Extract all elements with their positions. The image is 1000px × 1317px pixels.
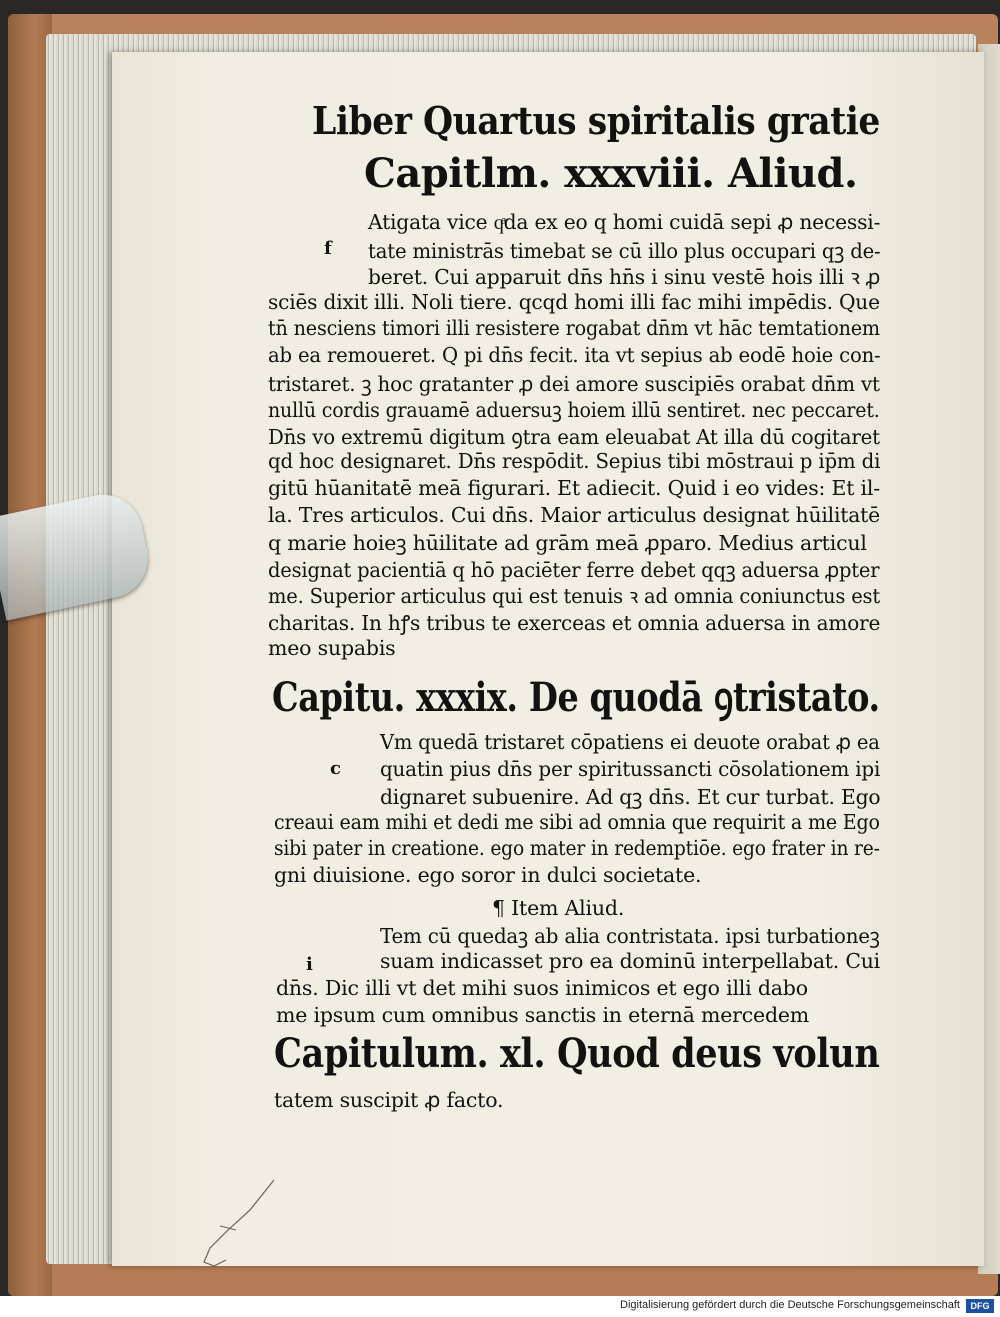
text-line: meo supabis [268,635,396,660]
text-line: gni diuisione. ego soror in dulci societate. [274,862,702,887]
dfg-logo: DFG [966,1299,994,1313]
text-line: tn̄ nesciens timori illi resistere rogabat dn̄m vt hāc temtationem [268,316,880,341]
item-initial-guide: i [306,954,313,975]
text-line: creaui eam mihi et dedi me sibi ad omnia que requirit a me Ego [274,809,880,834]
text-line: me. Superior articulus qui est tenuis ꝛ ad omnia coniunctus est [268,584,880,609]
footer-bar [0,1296,1000,1317]
text-line: tate ministrās timebat se cū illo plus occupari qꝫ de- [368,238,881,263]
text-line: dn̄s. Dic illi vt det mihi suos inimicos et ego illi dabo [276,976,808,1000]
chapter-38-initial-guide: f [324,238,332,259]
text-line: sibi pater in creatione. ego mater in redemptiōe. ego frater in re- [274,836,880,860]
text-line: Vm quedā tristaret cōpatiens ei deuote orabat ꝓ ea [380,730,880,754]
chapter-39-title: Capitu. xxxix. De quodā ꝯtristato. [272,674,880,721]
text-line: Tem cū quedaꝫ ab alia contristata. ipsi turbationeꝫ [380,924,880,948]
text-line: quatin pius dn̄s per spiritussancti cōsolationem ipi [380,756,881,781]
text-line: Atigata vice qͣda ex eo q homi cuidā sepi ꝓ necessi- [368,210,881,234]
text-line: sciēs dixit illi. Noli tiere. qcqd homi illi fac mihi impēdis. Que [268,289,880,314]
chapter-39-initial-guide: c [330,758,341,779]
footer-credit: Digitalisierung gefördert durch die Deutsche Forschungsgemeinschaft [620,1299,960,1311]
text-line: tristaret. ꝫ hoc gratanter ꝓ dei amore suscipiēs orabat dn̄m vt [268,371,880,396]
text-line: designat pacientiā q hō paciēter ferre debet qqꝫ aduersa ꝓpter [268,557,880,582]
pencil-mark [190,1170,310,1280]
text-line: gitū hūanitatē meā figurari. Et adiecit. Quid i eo vides: Et il- [268,476,880,500]
text-line: suam indicasset pro ea dominū interpellabat. Cui [380,949,880,973]
text-line: dignaret subuenire. Ad qꝫ dn̄s. Et cur turbat. Ego [380,785,881,809]
text-line: q marie hoieꝫ hūilitate ad grām meā ꝓparo. Medius articul [268,531,867,556]
text-line: qd hoc designaret. Dn̄s respōdit. Sepius tibi mōstraui p ip̄m di [268,449,881,474]
running-head: Liber Quartus spiritalis gratie [312,98,880,143]
chapter-40-continuation: tatem suscipit ꝓ facto. [274,1088,504,1112]
text-line: Dn̄s vo extremū digitum ꝯtra eam eleuabat At illa dū cogitaret [268,424,880,449]
item-aliud-heading: ¶ Item Aliud. [492,896,625,920]
text-line: charitas. In hꝭs tribus te exerceas et omnia aduersa in amore [268,611,881,635]
chapter-38-title: Capitlm. xxxviii. Aliud. [364,150,858,197]
text-line: me ipsum cum omnibus sanctis in eternā mercedem [276,1003,810,1027]
text-line: nullū cordis grauamē aduersuꝫ hoiem illū sentiret. nec peccaret. [268,398,880,423]
chapter-40-title: Capitulum. xl. Quod deus volun [274,1030,880,1077]
text-line: beret. Cui apparuit dn̄s hn̄s i sinu vestē hois illi ꝛ ꝓ [368,265,881,290]
text-line: ab ea remoueret. Q pi dn̄s fecit. ita vt sepius ab eodē hoie con- [268,343,881,367]
text-line: la. Tres articulos. Cui dn̄s. Maior articulus designat hūilitatē [268,502,880,527]
